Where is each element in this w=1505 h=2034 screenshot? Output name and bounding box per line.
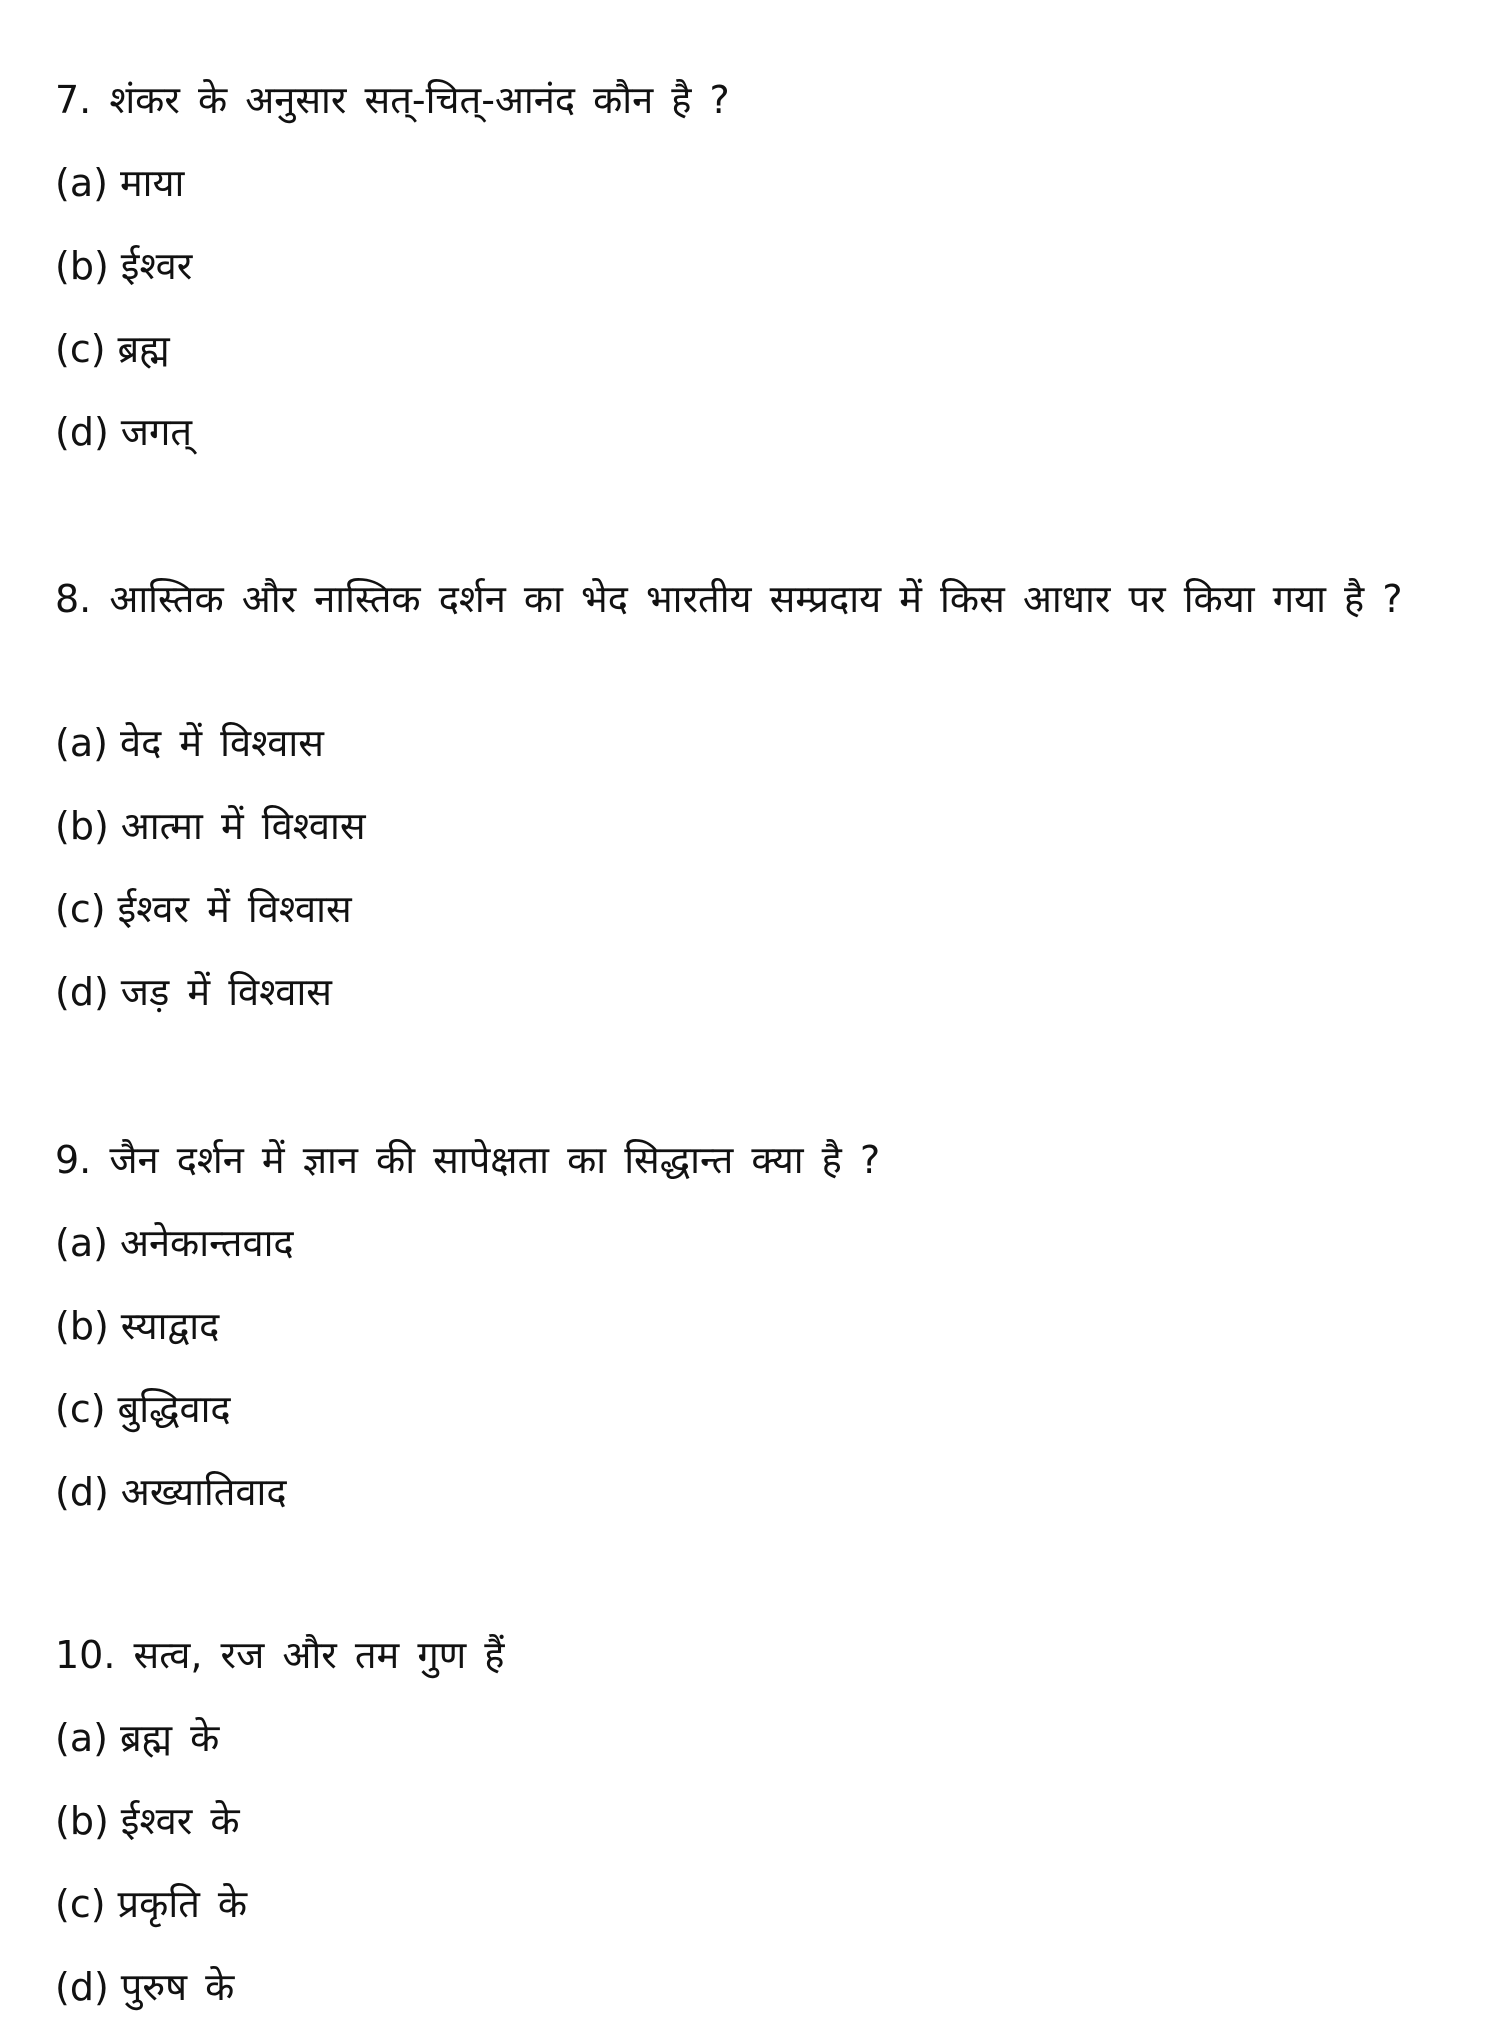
option-label: (a) <box>55 161 108 205</box>
option-text: अनेकान्तवाद <box>119 1221 294 1265</box>
question-10-option-b[interactable] <box>55 1795 240 1847</box>
question-10-text: 10. सत्व, रज और तम गुण हैं <box>55 1633 505 1677</box>
option-text: पुरुष के <box>120 1965 235 2009</box>
option-label: (d) <box>55 970 109 1014</box>
option-label: (d) <box>55 1470 109 1514</box>
question-7-option-c[interactable] <box>55 323 170 375</box>
option-text: अख्यातिवाद <box>120 1470 287 1514</box>
question-7-text: 7. शंकर के अनुसार सत्-चित्-आनंद कौन है ? <box>55 78 730 122</box>
question-9-option-b[interactable] <box>55 1300 219 1352</box>
option-label: (d) <box>55 410 109 454</box>
option-label: (a) <box>55 721 108 765</box>
question-7-option-d[interactable] <box>55 406 192 458</box>
question-7-option-b[interactable] <box>55 240 192 292</box>
option-label: (c) <box>55 1387 106 1431</box>
option-label: (b) <box>55 804 109 848</box>
option-text: ईश्वर <box>120 244 193 288</box>
option-text: आत्मा में विश्वास <box>120 804 366 848</box>
question-8-text: 8. आस्तिक और नास्तिक दर्शन का भेद भारतीय सम्प्रदाय में किस आधार पर किया गया है ? <box>55 577 1403 621</box>
question-8-option-d[interactable] <box>55 966 332 1018</box>
option-text: ईश्वर के <box>120 1799 240 1843</box>
option-label: (c) <box>55 1882 106 1926</box>
option-text: जगत् <box>120 410 193 454</box>
question-9-option-d[interactable] <box>55 1466 287 1518</box>
question-10-option-c[interactable] <box>55 1878 247 1930</box>
question-9-option-c[interactable] <box>55 1383 231 1435</box>
question-10-option-a[interactable] <box>55 1712 219 1764</box>
option-label: (c) <box>55 887 106 931</box>
question-9-text: 9. जैन दर्शन में ज्ञान की सापेक्षता का सिद्धान्त क्या है ? <box>55 1138 881 1182</box>
option-text: वेद में विश्वास <box>119 721 324 765</box>
question-10-option-d[interactable] <box>55 1961 234 2013</box>
option-text: बुद्धिवाद <box>117 1387 231 1431</box>
option-text: प्रकृति के <box>117 1882 248 1926</box>
option-label: (a) <box>55 1221 108 1265</box>
option-label: (b) <box>55 1304 109 1348</box>
option-text: माया <box>119 161 185 205</box>
question-9-option-a[interactable] <box>55 1217 294 1269</box>
question-8-option-b[interactable] <box>55 800 366 852</box>
option-text: ब्रह्म के <box>119 1716 220 1760</box>
option-label: (c) <box>55 327 106 371</box>
question-8-option-a[interactable] <box>55 717 324 769</box>
option-text: ईश्वर में विश्वास <box>117 887 352 931</box>
option-text: ब्रह्म <box>117 327 170 371</box>
question-8-option-c[interactable] <box>55 883 352 935</box>
option-text: स्याद्वाद <box>120 1304 220 1348</box>
option-label: (b) <box>55 1799 109 1843</box>
option-label: (a) <box>55 1716 108 1760</box>
question-7-option-a[interactable] <box>55 157 184 209</box>
option-text: जड़ में विश्वास <box>120 970 332 1014</box>
option-label: (d) <box>55 1965 109 2009</box>
option-label: (b) <box>55 244 109 288</box>
